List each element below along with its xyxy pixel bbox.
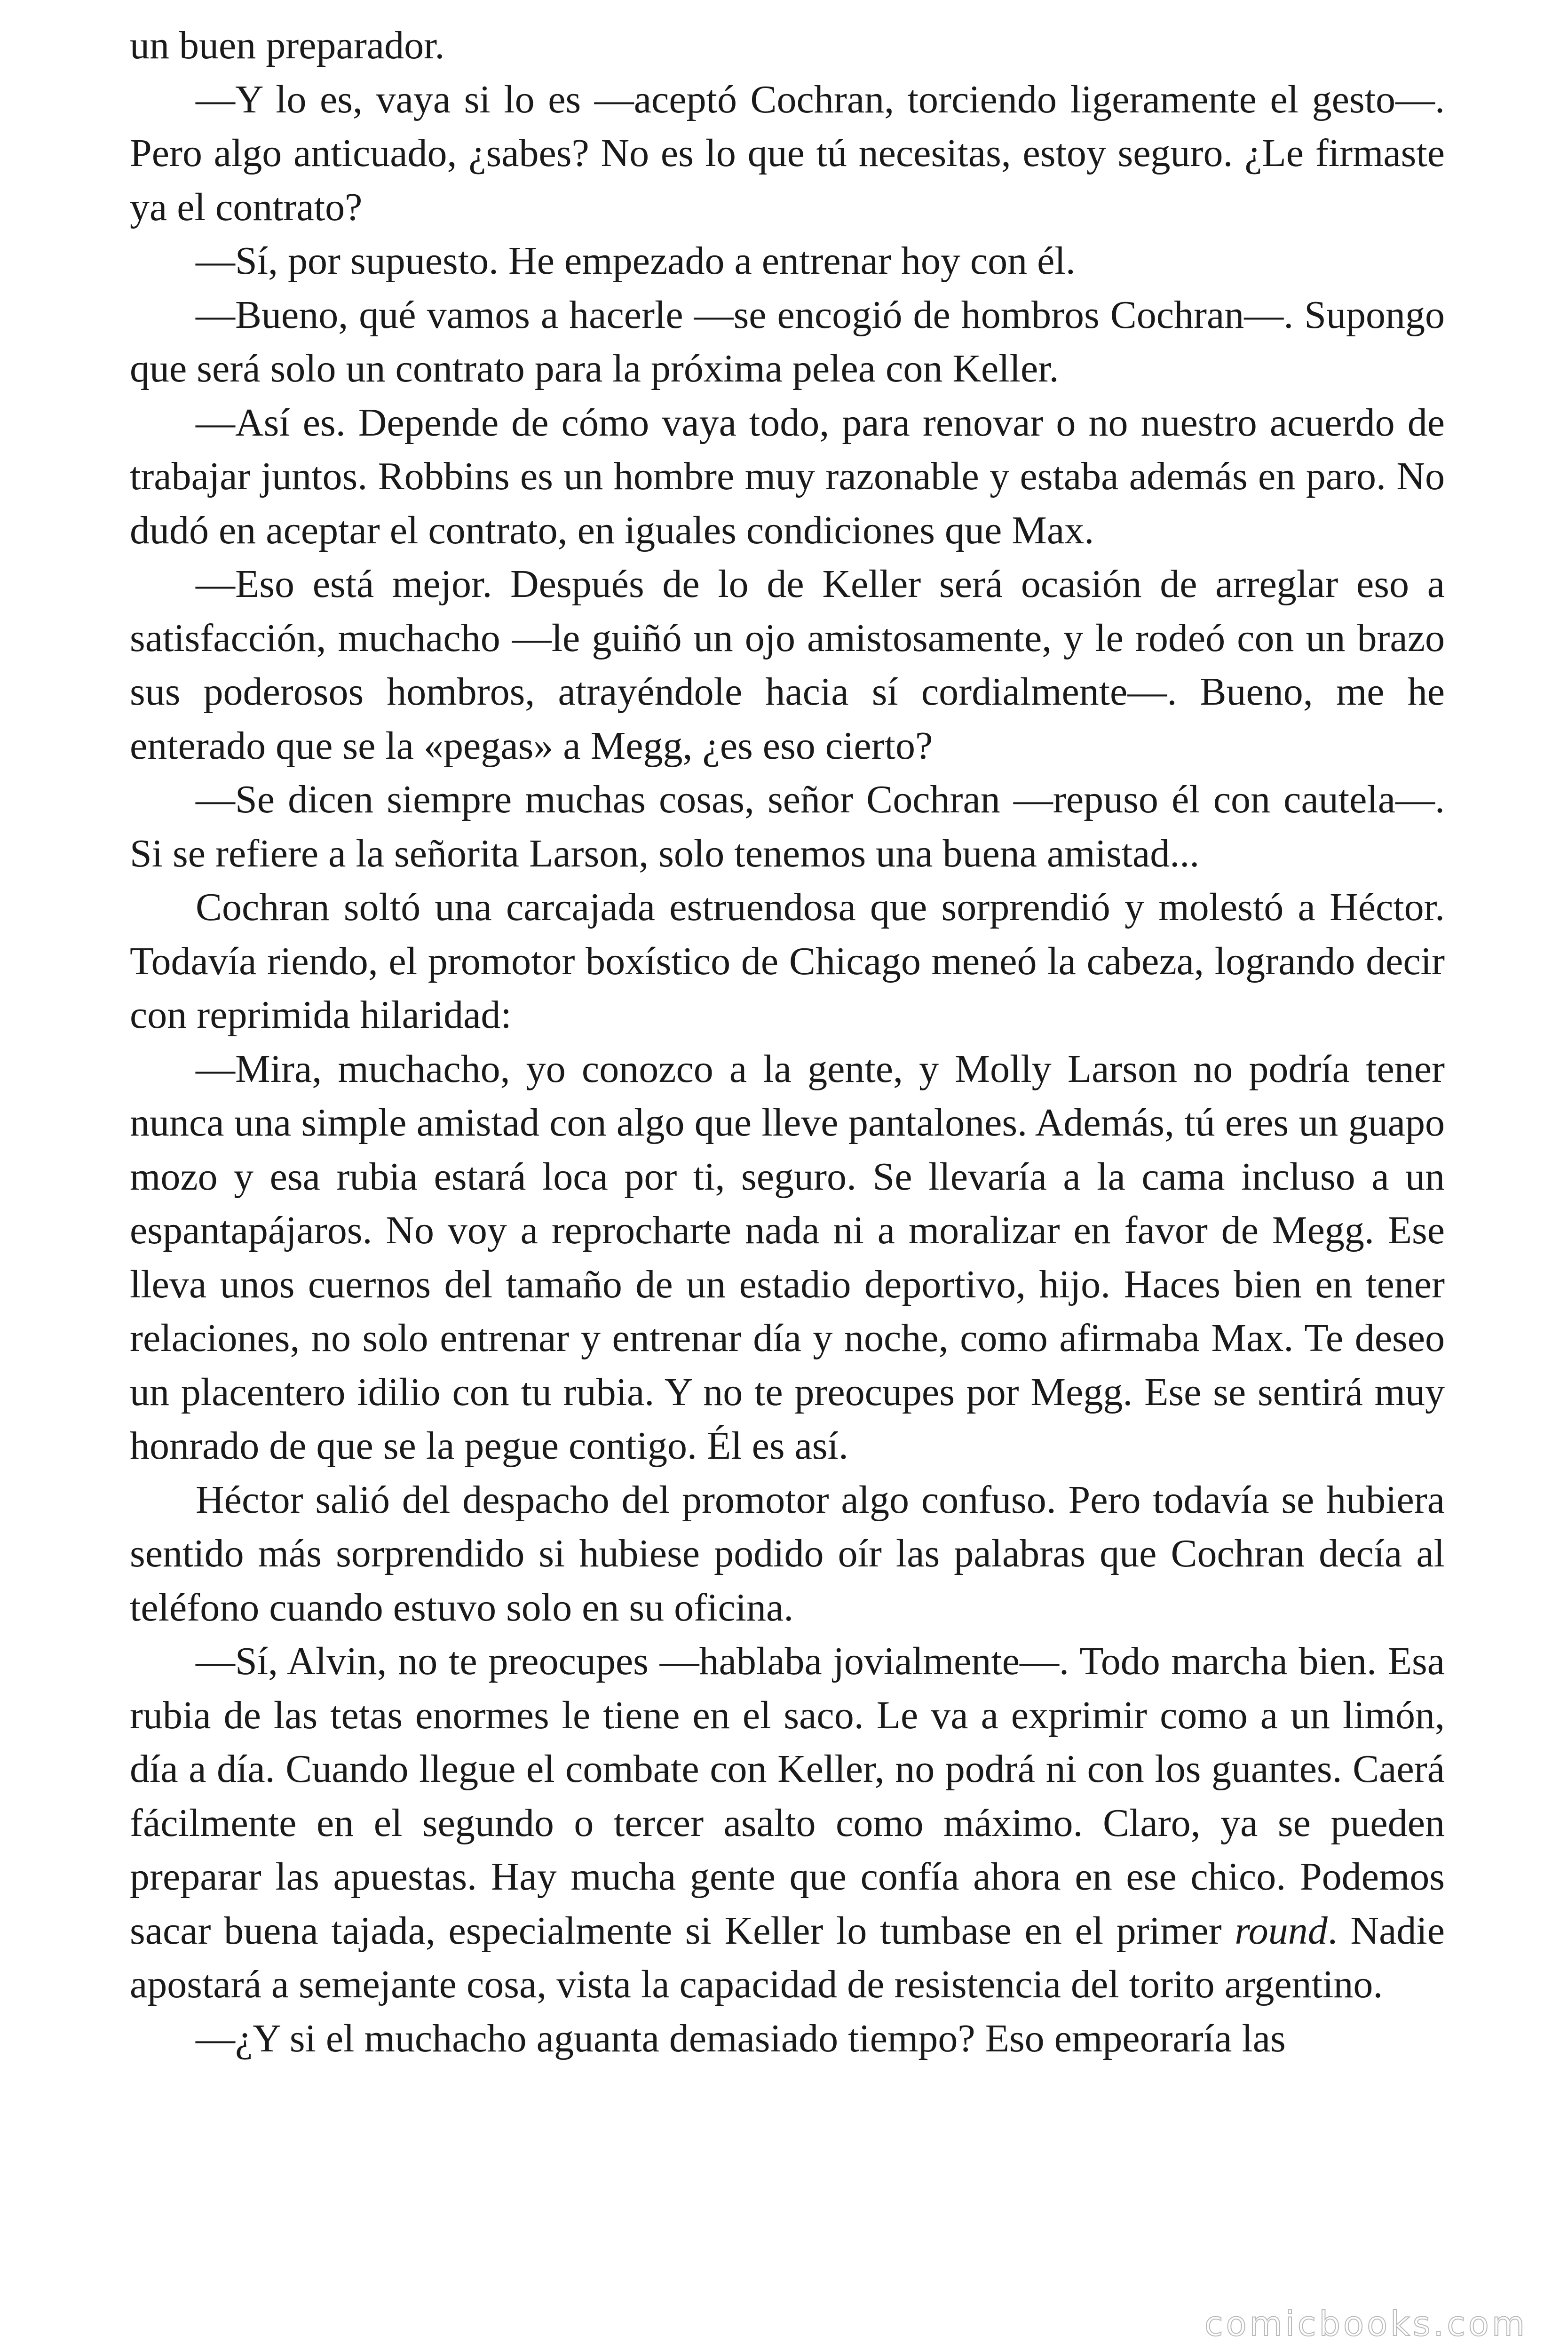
paragraph (130, 288, 1445, 396)
text-run: Cochran soltó una carcajada estruendosa que sorprendió y molestó a Héctor. Todavía riendo, el promotor boxístico de Chicago meneó la cabeza, logrando decir con reprimida hilaridad: (130, 885, 1445, 1037)
paragraph (130, 19, 1445, 73)
italic-word: round (1235, 1908, 1328, 1953)
paragraph (130, 1635, 1445, 2012)
paragraph (130, 2012, 1445, 2066)
paragraph (130, 1473, 1445, 1635)
text-run: —Eso está mejor. Después de lo de Keller será ocasión de arreglar eso a satisfacción, muchacho —le guiñó un ojo amistosamente, y le rodeó con un brazo sus poderosos hombros, atrayéndole hacia sí cordialmente—. Bueno, me he enterado que se la «pegas» a Megg, ¿es eso cierto? (130, 562, 1445, 768)
text-run: —Sí, por supuesto. He empezado a entrenar hoy con él. (196, 239, 1076, 283)
paragraph (130, 234, 1445, 288)
paragraph (130, 73, 1445, 235)
text-run: —Mira, muchacho, yo conozco a la gente, y Molly Larson no podría tener nunca una simple amistad con algo que lleve pantalones. Además, tú eres un guapo mozo y esa rubia estará loca por ti, seguro. Se llevaría a la cama incluso a un espantapájaros. No voy a reprocharte nada ni a moralizar en favor de Megg. Ese lleva unos cuernos del tamaño de un estadio deportivo, hijo. Haces bien en tener relaciones, no solo entrenar y entrenar día y noche, como afirmaba Max. Te deseo un placentero idilio con tu rubia. Y no te preocupes por Megg. Ese se sentirá muy honrado de que se la pegue contigo. Él es así. (130, 1047, 1445, 1468)
paragraph (130, 557, 1445, 773)
text-run: Héctor salió del despacho del promotor algo confuso. Pero todavía se hubiera sentido más sorprendido si hubiese podido oír las palabras que Cochran decía al teléfono cuando estuvo solo en su oficina. (130, 1478, 1445, 1629)
text-run: —Y lo es, vaya si lo es —aceptó Cochran, torciendo ligeramente el gesto—. Pero algo anticuado, ¿sabes? No es lo que tú necesitas, estoy seguro. ¿Le firmaste ya el contrato? (130, 77, 1445, 229)
paragraph (130, 396, 1445, 558)
text-run: —Bueno, qué vamos a hacerle —se encogió de hombros Cochran—. Supongo que será solo un contrato para la próxima pelea con Keller. (130, 293, 1445, 390)
text-run: —Sí, Alvin, no te preocupes —hablaba jovialmente—. Todo marcha bien. Esa rubia de las tetas enormes le tiene en el saco. Le va a exprimir como a un limón, día a día. Cuando llegue el combate con Keller, no podrá ni con los guantes. Caerá fácilmente en el segundo o tercer asalto como máximo. Claro, ya se pueden preparar las apuestas. Hay mucha gente que confía ahora en ese chico. Podemos sacar buena tajada, especialmente si Keller lo tumbase en el primer (130, 1639, 1445, 1953)
paragraph (130, 881, 1445, 1042)
text-run: —¿Y si el muchacho aguanta demasiado tiempo? Eso empeoraría las (196, 2016, 1286, 2060)
book-page-text (130, 19, 1445, 2066)
text-run: un buen preparador. (130, 24, 445, 67)
text-run: —Se dicen siempre muchas cosas, señor Cochran —repuso él con cautela—. Si se refiere a la señorita Larson, solo tenemos una buena amistad... (130, 778, 1445, 875)
paragraph (130, 773, 1445, 881)
text-run: . Nadie apostará a semejante cosa, vista la capacidad de resistencia del torito argentino. (130, 1908, 1445, 2006)
site-watermark: comicbooks.com (1204, 2304, 1528, 2344)
text-run: —Así es. Depende de cómo vaya todo, para renovar o no nuestro acuerdo de trabajar juntos. Robbins es un hombre muy razonable y estaba además en paro. No dudó en aceptar el contrato, en iguales condiciones que Max. (130, 400, 1445, 552)
paragraph (130, 1042, 1445, 1473)
